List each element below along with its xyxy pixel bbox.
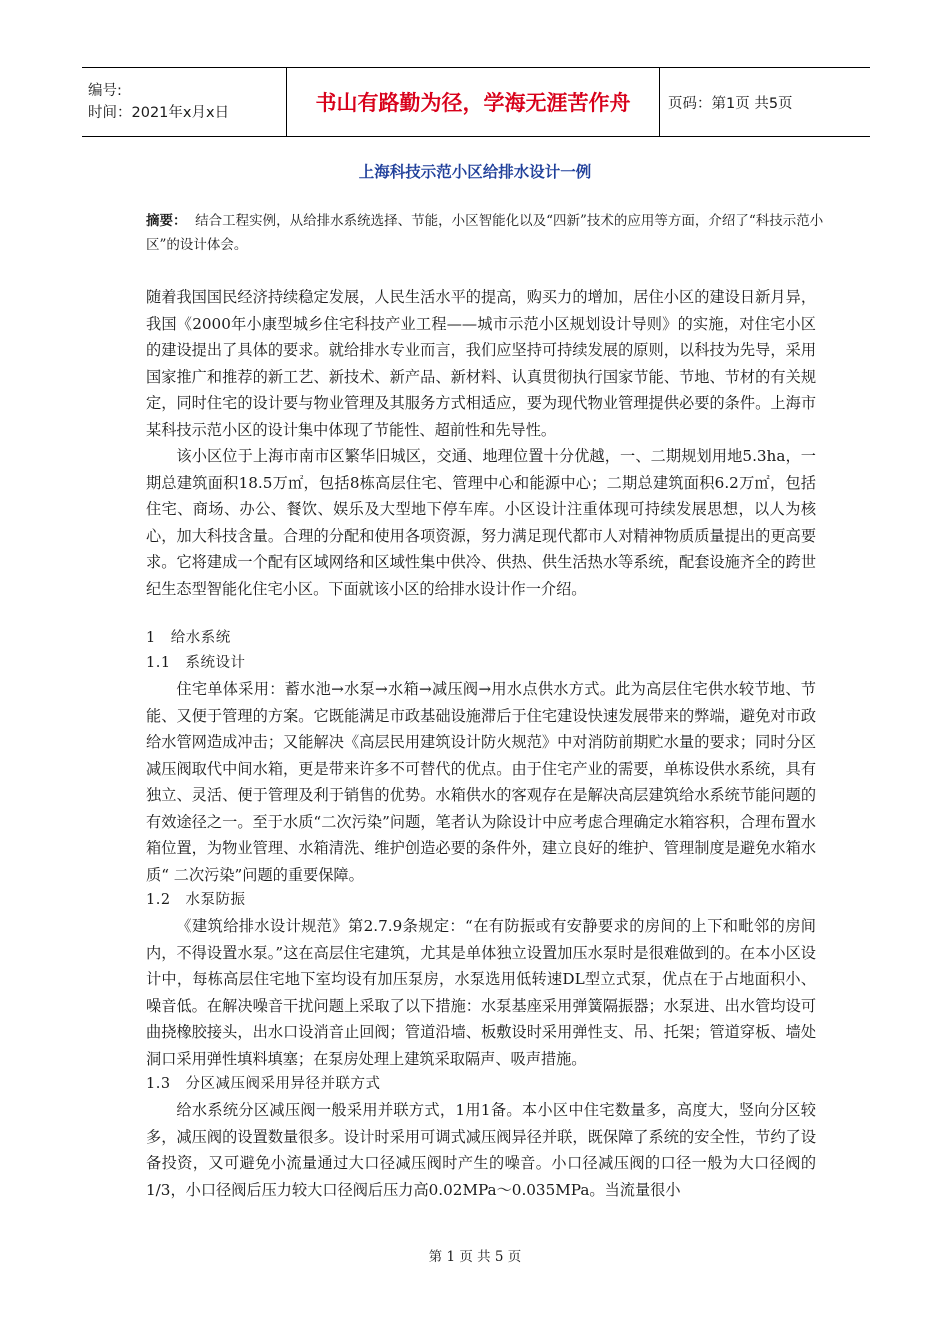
paragraph-overview: 该小区位于上海市南市区繁华旧城区，交通、地理位置十分优越，一、二期规划用地5.3ha，一期总建筑面积18.5万㎡，包括8栋高层住宅、管理中心和能源中心；二期总建筑面积6.2万㎡，包括住宅、商场、办公、餐饮、娱乐及大型地下停车库。小区设计注重体现可持续发展思想，以人为核心，加大科技含量。合理的分配和使用各项资源，努力满足现代都市人对精神物质质量提出的更高要求。它将建成一个配有区域网络和区域性集中供冷、供热、供生活热水等系统，配套设施齐全的跨世纪生态型智能化住宅小区。下面就该小区的给排水设计作一介绍。 (146, 447, 816, 598)
document-date: 时间：2021年x月x日 (88, 105, 230, 121)
abstract-text: 结合工程实例，从给排水系统选择、节能，小区智能化以及“四新”技术的应用等方面，介绍了“科技示范小区”的设计体会。 (146, 213, 824, 253)
section-heading-1-1: 1.1 系统设计 (146, 655, 246, 671)
section-heading-1: 1 给水系统 (146, 630, 231, 646)
header-page-info: 页码：第1页 共5页 (668, 95, 793, 112)
document-number-label: 编号: (88, 83, 122, 99)
page-header (82, 67, 870, 137)
section-heading-1-3: 1.3 分区减压阀采用异径并联方式 (146, 1076, 381, 1092)
header-motto: 书山有路勤为径，学海无涯苦作舟 (287, 68, 660, 136)
page-footer: 第 1 页 共 5 页 (428, 1249, 522, 1265)
paragraph-pressure-valve: 给水系统分区减压阀一般采用并联方式，1用1备。本小区中住宅数量多，高度大，竖向分区较多，减压阀的设置数量很多。设计时采用可调式减压阀异径并联，既保障了系统的安全性，节约了设备投资，又可避免小流量通过大口径减压阀时产生的噪音。小口径减压阀的口径一般为大口径阀的1/3，小口径阀后压力较大口径阀后压力高0.02MPa～0.035MPa。当流量很小 (146, 1101, 816, 1199)
paragraph-system-design: 住宅单体采用：蓄水池→水泵→水箱→减压阀→用水点供水方式。此为高层住宅供水较节地、节能、又便于管理的方案。它既能满足市政基础设施滞后于住宅建设快速发展带来的弊端，避免对市政给水管网造成冲击；又能解决《高层民用建筑设计防火规范》中对消防前期贮水量的要求；同时分区减压阀取代中间水箱，更是带来许多不可替代的优点。由于住宅产业的需要，单栋设供水系统，具有独立、灵活、便于管理及利于销售的优势。水箱供水的客观存在是解决高层建筑给水系统节能问题的有效途径之一。至于水质“二次污染”问题，笔者认为除设计中应考虑合理确定水箱容积，合理布置水箱位置，为物业管理、水箱清洗、维护创造必要的条件外，建立良好的维护、管理制度是避免水箱水质“ 二次污染”问题的重要保障。 (146, 680, 816, 884)
section-heading-1-2: 1.2 水泵防振 (146, 892, 246, 908)
document-body (146, 284, 816, 1203)
abstract (146, 209, 826, 257)
header-meta (82, 68, 287, 136)
document-title: 上海科技示范小区给排水设计一例 (358, 163, 592, 181)
paragraph-pump-vibration: 《建筑给排水设计规范》第2.7.9条规定：“在有防振或有安静要求的房间的上下和毗邻的房间内，不得设置水泵。”这在高层住宅建筑，尤其是单体独立设置加压水泵时是很难做到的。在本小区设计中，每栋高层住宅地下室均设有加压泵房，水泵选用低转速DL型立式泵，优点在于占地面积小、噪音低。在解决噪音干扰问题上采取了以下措施：水泵基座采用弹簧隔振器；水泵进、出水管均设可曲挠橡胶接头，出水口设消音止回阀；管道沿墙、板敷设时采用弹性支、吊、托架；管道穿板、墙处洞口采用弹性填料填塞；在泵房处理上建筑采取隔声、吸声措施。 (146, 917, 816, 1068)
paragraph-intro: 随着我国国民经济持续稳定发展，人民生活水平的提高，购买力的增加，居住小区的建设日新月异，我国《2000年小康型城乡住宅科技产业工程——城市示范小区规划设计导则》的实施，对住宅小区的建设提出了具体的要求。就给排水专业而言，我们应坚持可持续发展的原则，以科技为先导，采用国家推广和推荐的新工艺、新技术、新产品、新材料、认真贯彻执行国家节能、节地、节材的有关规定，同时住宅的设计要与物业管理及其服务方式相适应，要为现代物业管理提供必要的条件。上海市某科技示范小区的设计集中体现了节能性、超前性和先导性。 (146, 288, 816, 439)
abstract-label: 摘要： (146, 213, 187, 229)
